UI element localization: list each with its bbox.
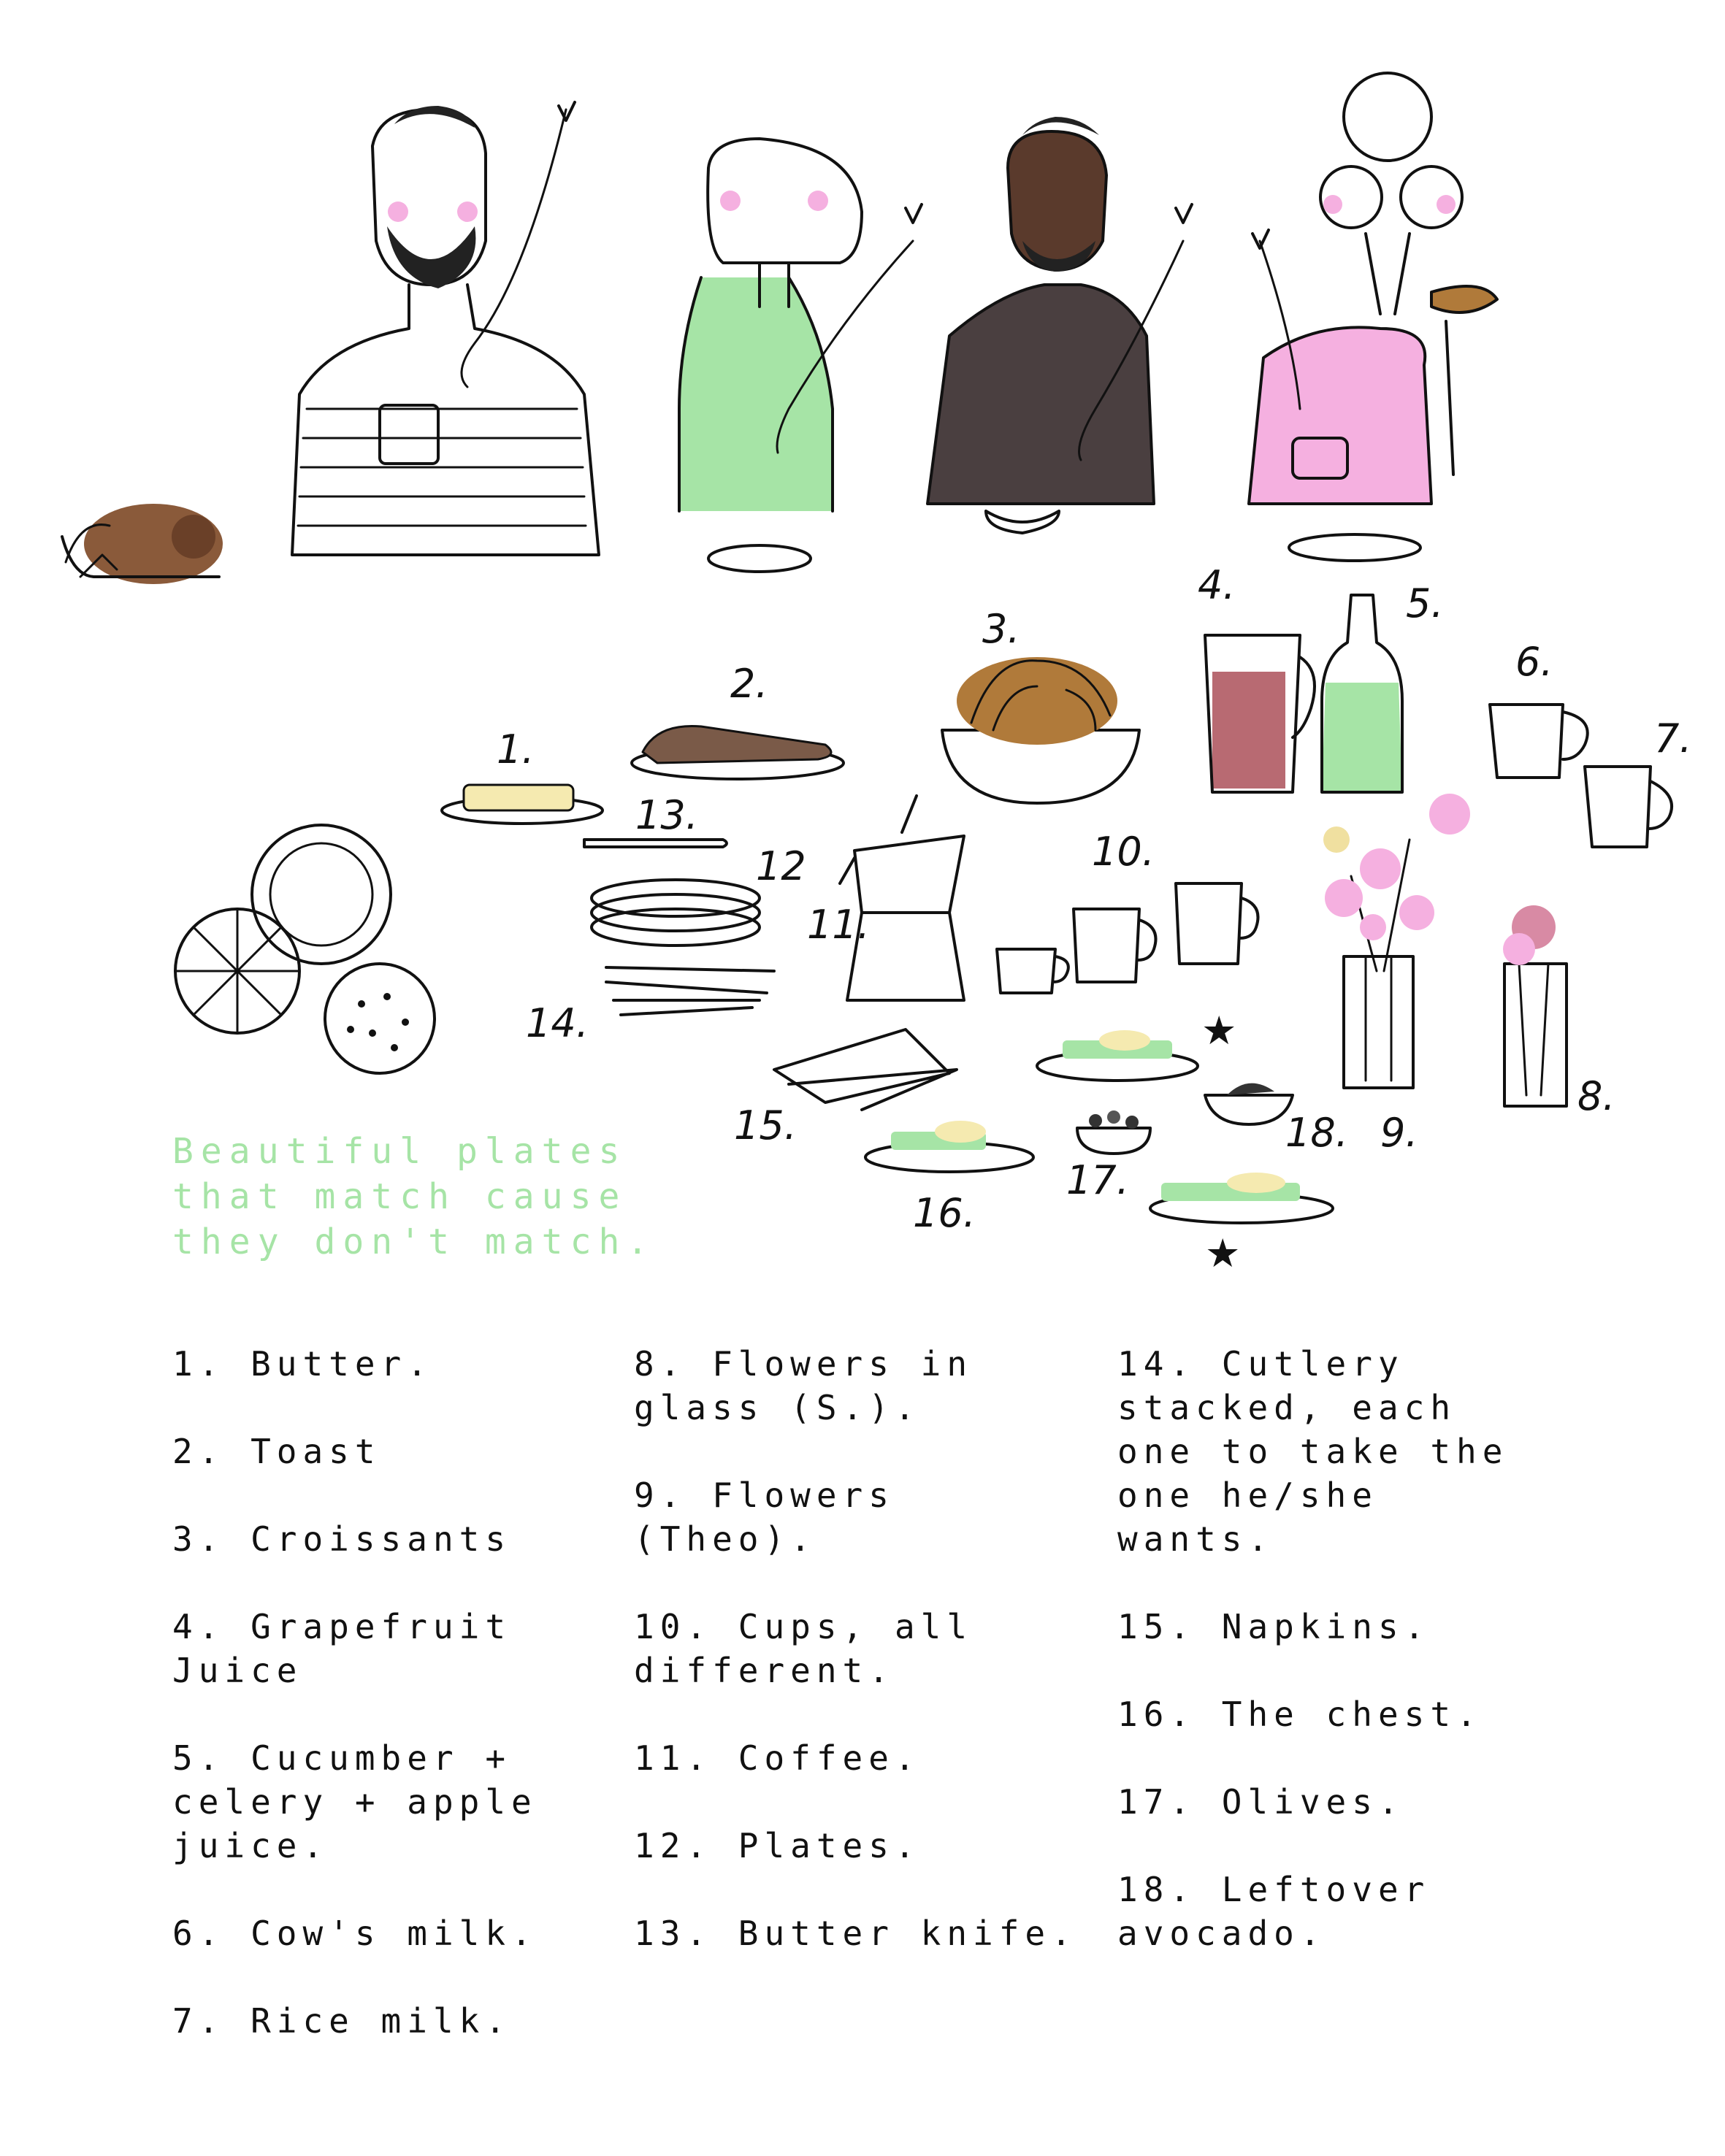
squirrel-drawing — [62, 504, 223, 584]
olives-drawing — [1077, 1110, 1150, 1154]
coffee-maker-drawing — [840, 796, 964, 1000]
number-5: 5. — [1406, 580, 1444, 626]
flowers-in-glass-drawing — [1503, 905, 1567, 1106]
number-6: 6. — [1515, 639, 1553, 685]
legend-item: 2. Toast — [172, 1432, 381, 1471]
napkins-drawing — [774, 1029, 957, 1110]
legend-item: 12. Plates. — [634, 1826, 921, 1865]
number-3: 3. — [982, 606, 1020, 652]
plates-drawing — [592, 880, 760, 945]
legend-item: 9. Flowers (Theo). — [634, 1476, 895, 1559]
legend-item: 8. Flowers in glass (S.). — [634, 1344, 974, 1427]
butter-drawing — [442, 785, 603, 824]
legend-item: 18. Leftover avocado. — [1117, 1870, 1431, 1953]
legend-item: 5. Cucumber + celery + apple juice. — [172, 1738, 538, 1865]
legend-item: 4. Grapefruit Juice — [172, 1607, 512, 1690]
tagline-line: they don't match. — [172, 1221, 656, 1262]
legend-item: 7. Rice milk. — [172, 2001, 512, 2041]
person-1-drawing — [292, 102, 599, 555]
tagline — [172, 1129, 684, 1265]
legend-column-3 — [1117, 1342, 1570, 1999]
number-7: 7. — [1654, 716, 1692, 761]
star-2: ★ — [1205, 1230, 1241, 1276]
number-17: 17. — [1066, 1157, 1129, 1203]
tagline-line: Beautiful plates — [172, 1131, 627, 1172]
star-1: ★ — [1201, 1008, 1237, 1054]
number-16: 16. — [913, 1190, 976, 1236]
cutlery-drawing — [606, 967, 774, 1015]
chest-drawing — [865, 1121, 1033, 1172]
legend-column-2 — [634, 1342, 1101, 1999]
person-4-drawing — [1249, 73, 1497, 561]
grapefruit-juice-drawing — [1205, 635, 1315, 792]
rice-milk-drawing — [1585, 767, 1672, 847]
legend-item: 6. Cow's milk. — [172, 1914, 538, 1953]
legend-item: 10. Cups, all different. — [634, 1607, 974, 1690]
flowers-theo-drawing — [1323, 794, 1470, 1088]
cups-drawing — [997, 883, 1258, 993]
legend-item: 16. The chest. — [1117, 1695, 1483, 1734]
legend-item: 11. Coffee. — [634, 1738, 921, 1778]
number-4: 4. — [1198, 562, 1236, 608]
number-9: 9. — [1380, 1110, 1418, 1156]
leftover-avocado-drawing — [1205, 1083, 1293, 1124]
cucumber-juice-drawing — [1322, 595, 1402, 792]
number-10: 10. — [1092, 829, 1155, 875]
legend-column-1 — [172, 1342, 640, 2087]
legend-item: 14. Cutlery stacked, each one to take the one he/she wants. — [1117, 1344, 1509, 1559]
croissants-drawing — [942, 657, 1139, 803]
tagline-line: that match cause — [172, 1176, 627, 1217]
number-15: 15. — [734, 1102, 797, 1148]
number-1: 1. — [497, 726, 535, 772]
butter-knife-drawing — [584, 840, 727, 847]
number-14: 14. — [526, 1000, 589, 1046]
legend-item: 1. Butter. — [172, 1344, 433, 1384]
number-11: 11. — [807, 902, 870, 948]
number-12: 12 — [756, 843, 806, 889]
number-13: 13. — [635, 792, 698, 838]
cows-milk-drawing — [1490, 705, 1588, 778]
legend-item: 17. Olives. — [1117, 1782, 1404, 1822]
plates-and-citrus-drawing — [175, 825, 435, 1073]
legend-item: 13. Butter knife. — [634, 1914, 1077, 1953]
number-8: 8. — [1577, 1073, 1615, 1119]
number-2: 2. — [730, 661, 768, 707]
legend-item: 15. Napkins. — [1117, 1607, 1431, 1646]
number-18: 18. — [1285, 1110, 1348, 1156]
toast-drawing — [632, 726, 844, 779]
legend-item: 3. Croissants — [172, 1519, 512, 1559]
person-2-drawing — [679, 139, 922, 572]
person-3-drawing — [927, 117, 1192, 533]
